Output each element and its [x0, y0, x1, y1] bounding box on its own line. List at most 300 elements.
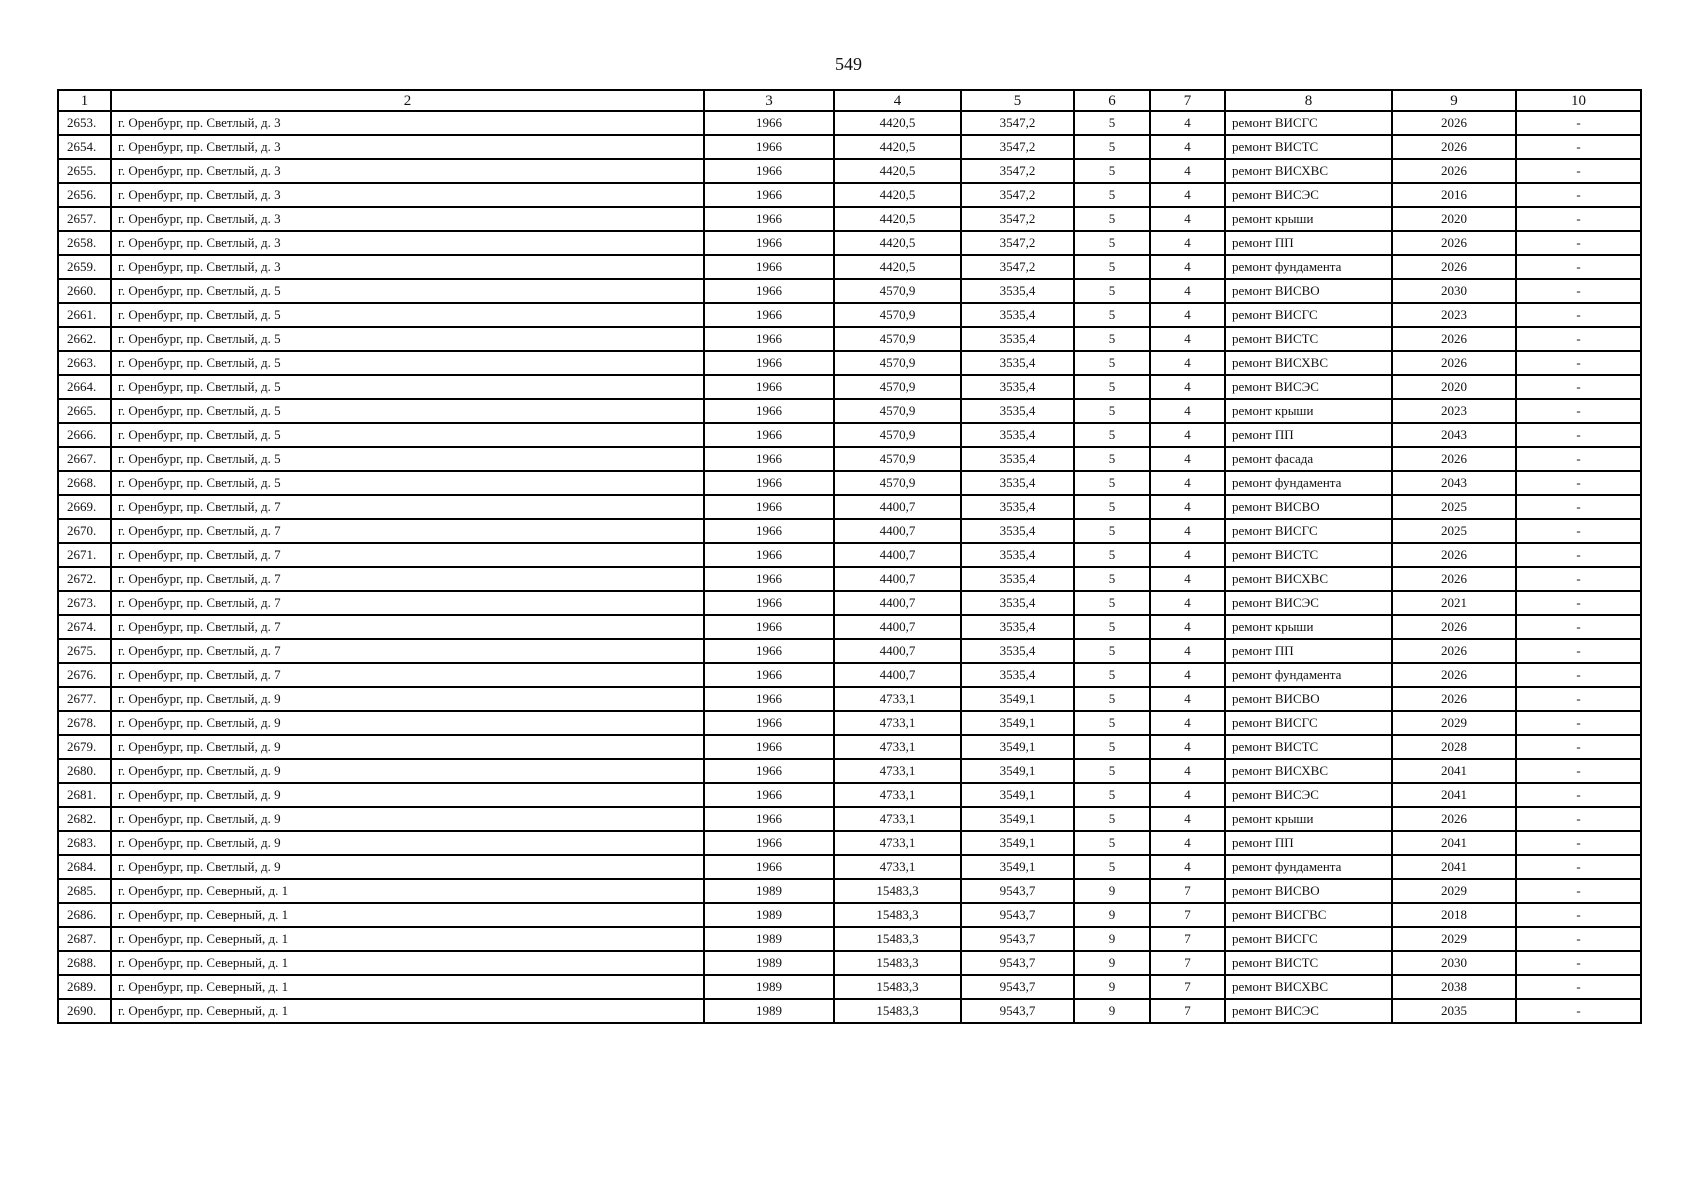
floors-cell: 5 [1074, 375, 1150, 399]
address-cell: г. Оренбург, пр. Светлый, д. 7 [111, 615, 704, 639]
year-built-cell: 1966 [704, 207, 834, 231]
total-area-cell: 4400,7 [834, 567, 961, 591]
row-number-cell: 2677. [58, 687, 111, 711]
total-area-cell: 4420,5 [834, 159, 961, 183]
living-area-cell: 3535,4 [961, 399, 1074, 423]
row-number-cell: 2689. [58, 975, 111, 999]
work-type-cell: ремонт крыши [1225, 399, 1392, 423]
table-row [58, 543, 1641, 567]
living-area-cell: 3547,2 [961, 231, 1074, 255]
note-cell: - [1516, 279, 1641, 303]
entrances-cell: 4 [1150, 375, 1225, 399]
work-type-cell: ремонт крыши [1225, 615, 1392, 639]
address-cell: г. Оренбург, пр. Светлый, д. 9 [111, 759, 704, 783]
floors-cell: 5 [1074, 735, 1150, 759]
note-cell: - [1516, 135, 1641, 159]
planned-year-cell: 2026 [1392, 111, 1516, 135]
total-area-cell: 4400,7 [834, 639, 961, 663]
entrances-cell: 4 [1150, 399, 1225, 423]
column-header: 10 [1516, 90, 1641, 111]
total-area-cell: 4420,5 [834, 231, 961, 255]
floors-cell: 5 [1074, 159, 1150, 183]
entrances-cell: 4 [1150, 327, 1225, 351]
year-built-cell: 1966 [704, 375, 834, 399]
year-built-cell: 1966 [704, 663, 834, 687]
total-area-cell: 4570,9 [834, 279, 961, 303]
total-area-cell: 4570,9 [834, 375, 961, 399]
planned-year-cell: 2026 [1392, 663, 1516, 687]
table-row [58, 639, 1641, 663]
floors-cell: 5 [1074, 327, 1150, 351]
note-cell: - [1516, 111, 1641, 135]
floors-cell: 9 [1074, 999, 1150, 1023]
floors-cell: 5 [1074, 423, 1150, 447]
floors-cell: 5 [1074, 399, 1150, 423]
living-area-cell: 3547,2 [961, 255, 1074, 279]
note-cell: - [1516, 447, 1641, 471]
year-built-cell: 1966 [704, 471, 834, 495]
living-area-cell: 3549,1 [961, 783, 1074, 807]
work-type-cell: ремонт фундамента [1225, 855, 1392, 879]
work-type-cell: ремонт ПП [1225, 231, 1392, 255]
row-number-cell: 2666. [58, 423, 111, 447]
table-row [58, 567, 1641, 591]
note-cell: - [1516, 519, 1641, 543]
row-number-cell: 2676. [58, 663, 111, 687]
work-type-cell: ремонт ПП [1225, 423, 1392, 447]
table-row [58, 423, 1641, 447]
total-area-cell: 4420,5 [834, 111, 961, 135]
planned-year-cell: 2043 [1392, 471, 1516, 495]
address-cell: г. Оренбург, пр. Светлый, д. 5 [111, 351, 704, 375]
floors-cell: 5 [1074, 783, 1150, 807]
total-area-cell: 4400,7 [834, 519, 961, 543]
planned-year-cell: 2026 [1392, 687, 1516, 711]
living-area-cell: 3535,4 [961, 495, 1074, 519]
planned-year-cell: 2029 [1392, 879, 1516, 903]
living-area-cell: 3535,4 [961, 303, 1074, 327]
entrances-cell: 4 [1150, 711, 1225, 735]
living-area-cell: 9543,7 [961, 951, 1074, 975]
planned-year-cell: 2020 [1392, 375, 1516, 399]
row-number-cell: 2680. [58, 759, 111, 783]
floors-cell: 9 [1074, 951, 1150, 975]
floors-cell: 5 [1074, 543, 1150, 567]
work-type-cell: ремонт ВИСВО [1225, 879, 1392, 903]
living-area-cell: 3535,4 [961, 543, 1074, 567]
year-built-cell: 1966 [704, 807, 834, 831]
entrances-cell: 4 [1150, 255, 1225, 279]
planned-year-cell: 2026 [1392, 159, 1516, 183]
planned-year-cell: 2041 [1392, 759, 1516, 783]
floors-cell: 5 [1074, 519, 1150, 543]
address-cell: г. Оренбург, пр. Светлый, д. 7 [111, 591, 704, 615]
note-cell: - [1516, 303, 1641, 327]
floors-cell: 5 [1074, 255, 1150, 279]
address-cell: г. Оренбург, пр. Светлый, д. 5 [111, 327, 704, 351]
planned-year-cell: 2026 [1392, 135, 1516, 159]
column-header: 3 [704, 90, 834, 111]
total-area-cell: 4420,5 [834, 135, 961, 159]
row-number-cell: 2671. [58, 543, 111, 567]
entrances-cell: 4 [1150, 591, 1225, 615]
planned-year-cell: 2020 [1392, 207, 1516, 231]
living-area-cell: 3549,1 [961, 687, 1074, 711]
table-row [58, 231, 1641, 255]
planned-year-cell: 2018 [1392, 903, 1516, 927]
entrances-cell: 4 [1150, 807, 1225, 831]
year-built-cell: 1966 [704, 279, 834, 303]
total-area-cell: 4570,9 [834, 351, 961, 375]
entrances-cell: 4 [1150, 447, 1225, 471]
living-area-cell: 3535,4 [961, 663, 1074, 687]
floors-cell: 5 [1074, 855, 1150, 879]
total-area-cell: 4420,5 [834, 255, 961, 279]
work-type-cell: ремонт ВИСТС [1225, 327, 1392, 351]
table-row [58, 447, 1641, 471]
total-area-cell: 15483,3 [834, 975, 961, 999]
work-type-cell: ремонт ВИСГС [1225, 111, 1392, 135]
living-area-cell: 3549,1 [961, 855, 1074, 879]
row-number-cell: 2656. [58, 183, 111, 207]
address-cell: г. Оренбург, пр. Светлый, д. 7 [111, 543, 704, 567]
note-cell: - [1516, 255, 1641, 279]
note-cell: - [1516, 999, 1641, 1023]
total-area-cell: 15483,3 [834, 927, 961, 951]
address-cell: г. Оренбург, пр. Светлый, д. 3 [111, 111, 704, 135]
row-number-cell: 2663. [58, 351, 111, 375]
living-area-cell: 3535,4 [961, 639, 1074, 663]
year-built-cell: 1966 [704, 183, 834, 207]
planned-year-cell: 2025 [1392, 519, 1516, 543]
note-cell: - [1516, 783, 1641, 807]
year-built-cell: 1966 [704, 783, 834, 807]
total-area-cell: 4570,9 [834, 303, 961, 327]
total-area-cell: 4420,5 [834, 183, 961, 207]
work-type-cell: ремонт ВИСТС [1225, 135, 1392, 159]
table-row [58, 159, 1641, 183]
note-cell: - [1516, 879, 1641, 903]
planned-year-cell: 2041 [1392, 855, 1516, 879]
table-row [58, 327, 1641, 351]
total-area-cell: 4400,7 [834, 495, 961, 519]
address-cell: г. Оренбург, пр. Северный, д. 1 [111, 903, 704, 927]
row-number-cell: 2675. [58, 639, 111, 663]
address-cell: г. Оренбург, пр. Северный, д. 1 [111, 951, 704, 975]
planned-year-cell: 2038 [1392, 975, 1516, 999]
work-type-cell: ремонт крыши [1225, 207, 1392, 231]
floors-cell: 5 [1074, 567, 1150, 591]
note-cell: - [1516, 567, 1641, 591]
floors-cell: 5 [1074, 351, 1150, 375]
table-row [58, 903, 1641, 927]
living-area-cell: 3549,1 [961, 831, 1074, 855]
planned-year-cell: 2026 [1392, 807, 1516, 831]
living-area-cell: 3535,4 [961, 327, 1074, 351]
planned-year-cell: 2026 [1392, 327, 1516, 351]
address-cell: г. Оренбург, пр. Светлый, д. 5 [111, 279, 704, 303]
year-built-cell: 1966 [704, 615, 834, 639]
year-built-cell: 1966 [704, 567, 834, 591]
table-row [58, 711, 1641, 735]
year-built-cell: 1966 [704, 135, 834, 159]
floors-cell: 5 [1074, 111, 1150, 135]
note-cell: - [1516, 399, 1641, 423]
note-cell: - [1516, 591, 1641, 615]
note-cell: - [1516, 423, 1641, 447]
address-cell: г. Оренбург, пр. Светлый, д. 9 [111, 783, 704, 807]
entrances-cell: 4 [1150, 831, 1225, 855]
living-area-cell: 3535,4 [961, 591, 1074, 615]
work-type-cell: ремонт ВИСХВС [1225, 975, 1392, 999]
living-area-cell: 3549,1 [961, 735, 1074, 759]
column-header: 5 [961, 90, 1074, 111]
year-built-cell: 1966 [704, 447, 834, 471]
note-cell: - [1516, 639, 1641, 663]
planned-year-cell: 2023 [1392, 303, 1516, 327]
work-type-cell: ремонт ВИСТС [1225, 543, 1392, 567]
note-cell: - [1516, 663, 1641, 687]
floors-cell: 5 [1074, 687, 1150, 711]
address-cell: г. Оренбург, пр. Светлый, д. 3 [111, 159, 704, 183]
year-built-cell: 1966 [704, 255, 834, 279]
row-number-cell: 2664. [58, 375, 111, 399]
living-area-cell: 9543,7 [961, 903, 1074, 927]
work-type-cell: ремонт ВИСЭС [1225, 999, 1392, 1023]
address-cell: г. Оренбург, пр. Светлый, д. 5 [111, 399, 704, 423]
entrances-cell: 4 [1150, 543, 1225, 567]
year-built-cell: 1966 [704, 111, 834, 135]
floors-cell: 5 [1074, 231, 1150, 255]
total-area-cell: 4733,1 [834, 735, 961, 759]
address-cell: г. Оренбург, пр. Светлый, д. 9 [111, 711, 704, 735]
row-number-cell: 2655. [58, 159, 111, 183]
living-area-cell: 9543,7 [961, 999, 1074, 1023]
living-area-cell: 3535,4 [961, 447, 1074, 471]
planned-year-cell: 2016 [1392, 183, 1516, 207]
row-number-cell: 2686. [58, 903, 111, 927]
column-header: 7 [1150, 90, 1225, 111]
floors-cell: 5 [1074, 615, 1150, 639]
entrances-cell: 4 [1150, 423, 1225, 447]
living-area-cell: 9543,7 [961, 927, 1074, 951]
note-cell: - [1516, 231, 1641, 255]
planned-year-cell: 2025 [1392, 495, 1516, 519]
note-cell: - [1516, 831, 1641, 855]
living-area-cell: 3547,2 [961, 183, 1074, 207]
page-number: 549 [835, 54, 862, 74]
year-built-cell: 1966 [704, 735, 834, 759]
work-type-cell: ремонт ПП [1225, 639, 1392, 663]
row-number-cell: 2662. [58, 327, 111, 351]
row-number-cell: 2669. [58, 495, 111, 519]
note-cell: - [1516, 951, 1641, 975]
year-built-cell: 1966 [704, 231, 834, 255]
living-area-cell: 9543,7 [961, 879, 1074, 903]
note-cell: - [1516, 855, 1641, 879]
living-area-cell: 9543,7 [961, 975, 1074, 999]
row-number-cell: 2679. [58, 735, 111, 759]
planned-year-cell: 2028 [1392, 735, 1516, 759]
work-type-cell: ремонт ВИСХВС [1225, 159, 1392, 183]
entrances-cell: 4 [1150, 855, 1225, 879]
address-cell: г. Оренбург, пр. Северный, д. 1 [111, 999, 704, 1023]
work-type-cell: ремонт ВИСТС [1225, 735, 1392, 759]
table-row [58, 303, 1641, 327]
year-built-cell: 1966 [704, 423, 834, 447]
total-area-cell: 4400,7 [834, 543, 961, 567]
table-row [58, 399, 1641, 423]
entrances-cell: 4 [1150, 687, 1225, 711]
work-type-cell: ремонт фундамента [1225, 471, 1392, 495]
entrances-cell: 7 [1150, 903, 1225, 927]
entrances-cell: 4 [1150, 279, 1225, 303]
year-built-cell: 1966 [704, 351, 834, 375]
living-area-cell: 3547,2 [961, 159, 1074, 183]
table-row [58, 183, 1641, 207]
row-number-cell: 2668. [58, 471, 111, 495]
entrances-cell: 4 [1150, 111, 1225, 135]
living-area-cell: 3547,2 [961, 135, 1074, 159]
address-cell: г. Оренбург, пр. Светлый, д. 5 [111, 471, 704, 495]
planned-year-cell: 2035 [1392, 999, 1516, 1023]
total-area-cell: 4733,1 [834, 855, 961, 879]
note-cell: - [1516, 471, 1641, 495]
planned-year-cell: 2026 [1392, 567, 1516, 591]
note-cell: - [1516, 183, 1641, 207]
total-area-cell: 4733,1 [834, 759, 961, 783]
table-row [58, 783, 1641, 807]
year-built-cell: 1966 [704, 543, 834, 567]
floors-cell: 5 [1074, 471, 1150, 495]
living-area-cell: 3535,4 [961, 375, 1074, 399]
table-row [58, 111, 1641, 135]
table-row [58, 951, 1641, 975]
total-area-cell: 4400,7 [834, 663, 961, 687]
entrances-cell: 4 [1150, 639, 1225, 663]
table-row [58, 279, 1641, 303]
work-type-cell: ремонт крыши [1225, 807, 1392, 831]
table-row [58, 471, 1641, 495]
row-number-cell: 2674. [58, 615, 111, 639]
floors-cell: 9 [1074, 975, 1150, 999]
column-header: 1 [58, 90, 111, 111]
year-built-cell: 1966 [704, 591, 834, 615]
year-built-cell: 1966 [704, 831, 834, 855]
total-area-cell: 4733,1 [834, 807, 961, 831]
floors-cell: 5 [1074, 639, 1150, 663]
table-row [58, 375, 1641, 399]
floors-cell: 5 [1074, 711, 1150, 735]
floors-cell: 5 [1074, 135, 1150, 159]
entrances-cell: 4 [1150, 735, 1225, 759]
work-type-cell: ремонт фасада [1225, 447, 1392, 471]
planned-year-cell: 2043 [1392, 423, 1516, 447]
floors-cell: 5 [1074, 447, 1150, 471]
table-row [58, 831, 1641, 855]
work-type-cell: ремонт ВИСГС [1225, 303, 1392, 327]
row-number-cell: 2665. [58, 399, 111, 423]
table-row [58, 975, 1641, 999]
address-cell: г. Оренбург, пр. Светлый, д. 3 [111, 183, 704, 207]
living-area-cell: 3547,2 [961, 207, 1074, 231]
living-area-cell: 3547,2 [961, 111, 1074, 135]
column-header: 8 [1225, 90, 1392, 111]
year-built-cell: 1966 [704, 759, 834, 783]
work-type-cell: ремонт фундамента [1225, 663, 1392, 687]
floors-cell: 5 [1074, 831, 1150, 855]
work-type-cell: ремонт ВИСЭС [1225, 591, 1392, 615]
row-number-cell: 2672. [58, 567, 111, 591]
floors-cell: 5 [1074, 279, 1150, 303]
note-cell: - [1516, 327, 1641, 351]
total-area-cell: 4570,9 [834, 399, 961, 423]
address-cell: г. Оренбург, пр. Светлый, д. 5 [111, 423, 704, 447]
floors-cell: 5 [1074, 495, 1150, 519]
year-built-cell: 1966 [704, 519, 834, 543]
work-type-cell: ремонт ВИСГС [1225, 711, 1392, 735]
table-row [58, 663, 1641, 687]
note-cell: - [1516, 687, 1641, 711]
entrances-cell: 7 [1150, 927, 1225, 951]
entrances-cell: 4 [1150, 183, 1225, 207]
living-area-cell: 3549,1 [961, 807, 1074, 831]
year-built-cell: 1989 [704, 975, 834, 999]
note-cell: - [1516, 759, 1641, 783]
table-row [58, 495, 1641, 519]
entrances-cell: 4 [1150, 759, 1225, 783]
row-number-cell: 2653. [58, 111, 111, 135]
note-cell: - [1516, 207, 1641, 231]
row-number-cell: 2684. [58, 855, 111, 879]
row-number-cell: 2685. [58, 879, 111, 903]
total-area-cell: 15483,3 [834, 879, 961, 903]
table-row [58, 207, 1641, 231]
year-built-cell: 1966 [704, 855, 834, 879]
floors-cell: 5 [1074, 663, 1150, 687]
table-row [58, 351, 1641, 375]
table-row [58, 855, 1641, 879]
total-area-cell: 4733,1 [834, 687, 961, 711]
planned-year-cell: 2026 [1392, 543, 1516, 567]
work-type-cell: ремонт ВИСВО [1225, 495, 1392, 519]
year-built-cell: 1966 [704, 495, 834, 519]
row-number-cell: 2667. [58, 447, 111, 471]
row-number-cell: 2660. [58, 279, 111, 303]
row-number-cell: 2659. [58, 255, 111, 279]
total-area-cell: 15483,3 [834, 999, 961, 1023]
living-area-cell: 3535,4 [961, 471, 1074, 495]
work-type-cell: ремонт ВИСЭС [1225, 183, 1392, 207]
address-cell: г. Оренбург, пр. Светлый, д. 3 [111, 255, 704, 279]
note-cell: - [1516, 543, 1641, 567]
column-header: 2 [111, 90, 704, 111]
work-type-cell: ремонт ВИСГС [1225, 519, 1392, 543]
planned-year-cell: 2026 [1392, 639, 1516, 663]
note-cell: - [1516, 903, 1641, 927]
total-area-cell: 4400,7 [834, 615, 961, 639]
total-area-cell: 4420,5 [834, 207, 961, 231]
table-row [58, 927, 1641, 951]
column-header: 4 [834, 90, 961, 111]
planned-year-cell: 2026 [1392, 231, 1516, 255]
entrances-cell: 4 [1150, 207, 1225, 231]
table-row [58, 255, 1641, 279]
entrances-cell: 4 [1150, 471, 1225, 495]
row-number-cell: 2683. [58, 831, 111, 855]
row-number-cell: 2681. [58, 783, 111, 807]
address-cell: г. Оренбург, пр. Светлый, д. 5 [111, 447, 704, 471]
